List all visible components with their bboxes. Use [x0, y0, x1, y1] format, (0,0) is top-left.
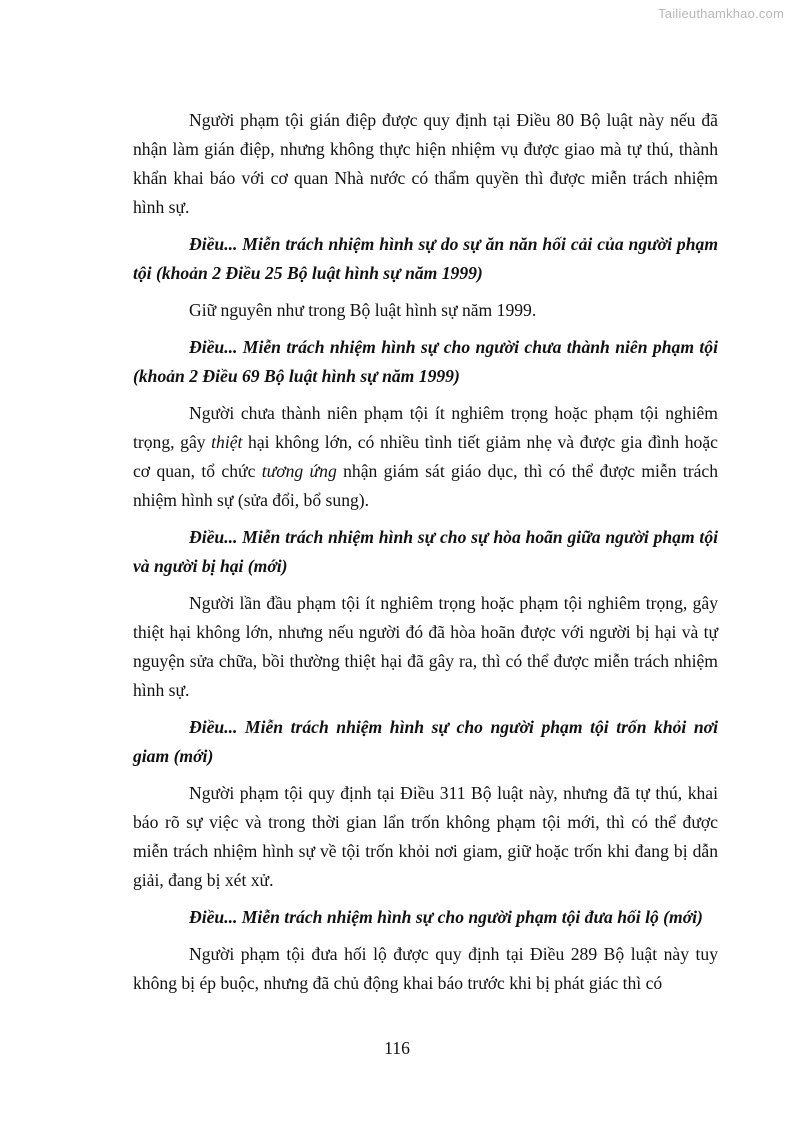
watermark: Tailieuthamkhao.com	[658, 6, 784, 21]
paragraph-text: nhận giám sát giáo dục, thì có thể được miễn trách nhiệm hình sự (sửa đổi, bổ sung).	[133, 461, 719, 510]
article-heading	[133, 523, 718, 581]
paragraph-text: Người phạm tội đưa hối lộ được quy định tại Điều 289 Bộ luật này tuy không bị ép buộc, nhưng đã chủ động khai báo trước khi bị phát giác thì có	[133, 944, 718, 993]
paragraph	[133, 589, 718, 705]
paragraph	[133, 940, 718, 998]
document-body	[133, 106, 718, 1006]
article-heading	[133, 230, 718, 288]
article-heading-text: Điều... Miễn trách nhiệm hình sự cho người phạm tội trốn khỏi nơi giam (mới)	[133, 717, 718, 766]
paragraph-text: Người chưa thành niên phạm tội ít nghiêm trọng hoặc phạm tội nghiêm trọng, gây	[133, 403, 718, 452]
italic-term: tương ứng	[261, 461, 337, 481]
paragraph-text: hại không lớn, có nhiều tình tiết giảm nhẹ và được gia đình hoặc cơ quan, tổ chức	[133, 432, 718, 481]
paragraph-text: Người phạm tội quy định tại Điều 311 Bộ luật này, nhưng đã tự thú, khai báo rõ sự việc và trong thời gian lẩn trốn không phạm tội mới, thì có thể được miễn trách nhiệm hình sự về tội trốn khỏi nơi giam, giữ hoặc trốn khi đang bị dẫn giải, đang bị xét xử.	[133, 783, 718, 890]
page-number: 116	[384, 1038, 410, 1058]
article-heading	[133, 903, 718, 932]
paragraph	[133, 106, 718, 222]
article-heading-text: Điều... Miễn trách nhiệm hình sự do sự ăn năn hối cải của người phạm tội (khoản 2 Điều 25 Bộ luật hình sự năm 1999)	[133, 234, 718, 283]
paragraph	[133, 779, 718, 895]
paragraph-text: Giữ nguyên như trong Bộ luật hình sự năm 1999.	[189, 300, 537, 320]
italic-term: thiệt	[211, 432, 243, 452]
paragraph	[133, 296, 718, 325]
article-heading-text: Điều... Miễn trách nhiệm hình sự cho sự hòa hoãn giữa người phạm tội và người bị hại (mới)	[133, 527, 718, 576]
article-heading	[133, 713, 718, 771]
article-heading-text: Điều... Miễn trách nhiệm hình sự cho người phạm tội đưa hối lộ (mới)	[189, 907, 703, 927]
paragraph-text: Người lần đầu phạm tội ít nghiêm trọng hoặc phạm tội nghiêm trọng, gây thiệt hại không lớn, nhưng nếu người đó đã hòa hoãn được với người bị hại và tự nguyện sửa chữa, bồi thường thiệt hại đã gây ra, thì có thể được miễn trách nhiệm hình sự.	[133, 593, 718, 700]
paragraph	[133, 399, 718, 515]
article-heading	[133, 333, 718, 391]
paragraph-text: Người phạm tội gián điệp được quy định tại Điều 80 Bộ luật này nếu đã nhận làm gián điệp, nhưng không thực hiện nhiệm vụ được giao mà tự thú, thành khẩn khai báo với cơ quan Nhà nước có thẩm quyền thì được miễn trách nhiệm hình sự.	[133, 110, 718, 217]
article-heading-text: Điều... Miễn trách nhiệm hình sự cho người chưa thành niên phạm tội (khoản 2 Điều 69 Bộ luật hình sự năm 1999)	[133, 337, 718, 386]
